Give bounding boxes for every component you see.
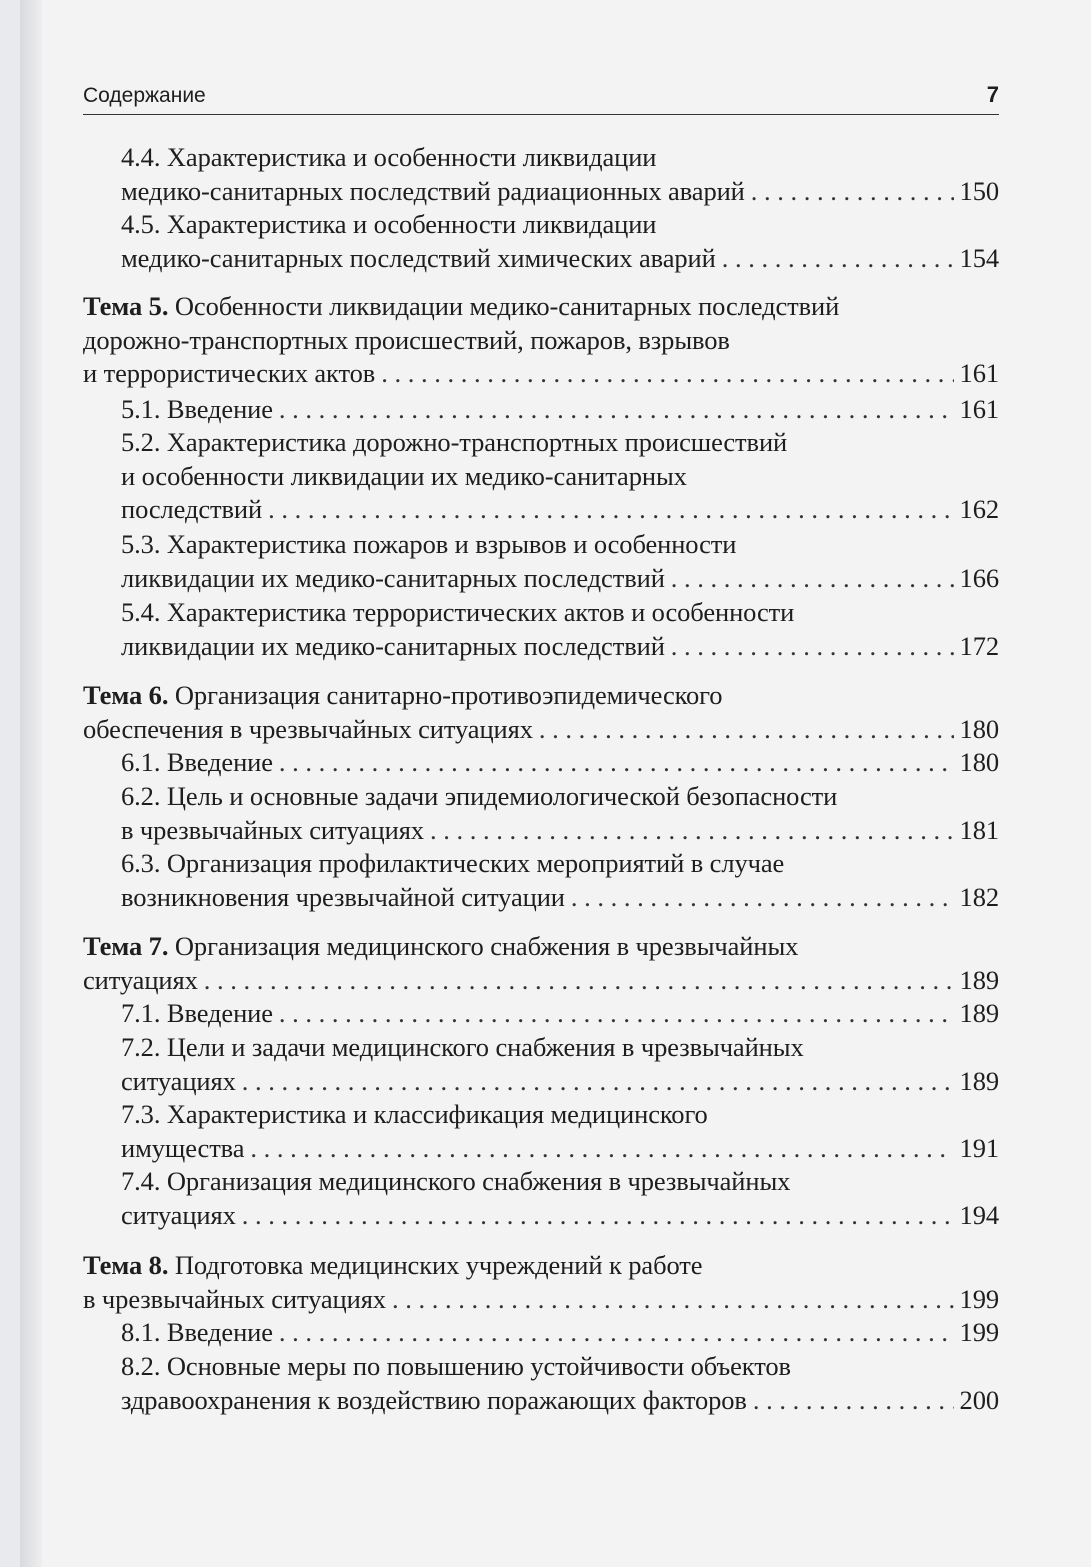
topic-title-line: Организация медицинского снабжения в чрезвычайных [168, 931, 799, 961]
page-gutter-shadow [20, 0, 42, 1567]
dot-leader [204, 964, 954, 998]
toc-page-number: 161 [959, 358, 999, 388]
toc-page-number: 194 [959, 1199, 999, 1230]
toc-entry-last-line: 5.1. Введение [121, 394, 273, 424]
dot-leader [279, 997, 954, 1031]
topic-label: Тема 5. [83, 291, 169, 321]
toc-entry-7-2[interactable] [121, 1031, 999, 1098]
toc-entry-last-line: имущества [121, 1132, 245, 1163]
toc-entry-line: 6.2. Цель и основные задачи эпидемиологической безопасности [121, 781, 838, 811]
toc-page-number: 180 [959, 747, 999, 777]
toc-entry-last-line: 6.1. Введение [121, 747, 273, 777]
dot-leader [279, 1316, 954, 1350]
toc-entry-4-5[interactable] [121, 208, 999, 275]
toc-page-number: 200 [959, 1384, 999, 1415]
header-title: Содержание [83, 84, 206, 107]
dot-leader [242, 1065, 954, 1099]
toc-entry-7-3[interactable] [121, 1098, 999, 1165]
dot-leader [430, 814, 954, 848]
toc-entry-line: 8.2. Основные меры по повышению устойчивости объектов [121, 1351, 791, 1381]
toc-entry-line: дорожно-транспортных происшествий, пожаров, взрывов [83, 324, 730, 355]
toc-entry-line: 5.3. Характеристика пожаров и взрывов и особенности [121, 529, 737, 559]
toc-topic-8[interactable] [83, 1249, 999, 1316]
toc-page-number: 191 [959, 1132, 999, 1163]
toc-entry-last-line: ситуациях [83, 964, 198, 995]
toc-entry-last-line: возникновения чрезвычайной ситуации [121, 881, 565, 912]
toc-entry-line: 7.4. Организация медицинского снабжения в чрезвычайных [121, 1166, 791, 1196]
toc-entry-last-line: ситуациях [121, 1065, 236, 1096]
toc-page-number: 150 [959, 175, 999, 206]
toc-page-number: 172 [959, 630, 999, 661]
dot-leader [571, 881, 954, 915]
toc-entry-5-1[interactable] [121, 393, 999, 427]
toc-page-number: 166 [959, 562, 999, 593]
toc-entry-last-line: здравоохранения к воздействию поражающих факторов [121, 1384, 747, 1415]
dot-leader [751, 175, 954, 209]
dot-leader [753, 1384, 954, 1418]
toc-entry-last-line: 8.1. Введение [121, 1317, 273, 1347]
toc-entry-5-4[interactable] [121, 596, 999, 663]
toc-entry-last-line: в чрезвычайных ситуациях [121, 814, 424, 845]
toc-entry-line: 4.5. Характеристика и особенности ликвидации [121, 209, 657, 239]
toc-entry-line: 5.2. Характеристика дорожно-транспортных происшествий [121, 427, 788, 457]
toc-page-number: 161 [959, 394, 999, 424]
topic-title-line: Организация санитарно-противоэпидемического [168, 680, 723, 710]
topic-label: Тема 7. [83, 931, 169, 961]
dot-leader [722, 242, 954, 276]
toc-page-number: 180 [959, 713, 999, 744]
dot-leader [250, 1132, 953, 1166]
topic-title-line: Особенности ликвидации медико-санитарных последствий [168, 291, 840, 321]
dot-leader [671, 562, 954, 596]
topic-label: Тема 8. [83, 1250, 169, 1280]
dot-leader [242, 1199, 954, 1233]
toc-entry-last-line: 7.1. Введение [121, 998, 273, 1028]
toc-topic-6[interactable] [83, 679, 999, 746]
dot-leader [671, 630, 954, 664]
toc-entry-5-3[interactable] [121, 528, 999, 595]
toc-entry-line: 6.3. Организация профилактических мероприятий в случае [121, 848, 785, 878]
topic-title-line: Подготовка медицинских учреждений к работе [168, 1250, 703, 1280]
toc-page-number: 189 [959, 1065, 999, 1096]
toc-page-number: 154 [959, 242, 999, 273]
toc-page-number: 181 [959, 814, 999, 845]
toc-entry-4-4[interactable] [121, 141, 999, 208]
toc-entry-last-line: ликвидации их медико-санитарных последствий [121, 630, 665, 661]
toc-page-number: 189 [959, 998, 999, 1028]
toc-topic-5[interactable] [83, 290, 999, 391]
toc-page-number: 189 [959, 964, 999, 995]
toc-page-number: 199 [959, 1283, 999, 1314]
dot-leader [279, 393, 954, 427]
toc-entry-last-line: и террористических актов [83, 358, 376, 388]
toc-entry-5-2[interactable] [121, 426, 999, 527]
toc-entry-last-line: обеспечения в чрезвычайных ситуациях [83, 713, 533, 744]
dot-leader [392, 1283, 954, 1317]
toc-entry-7-4[interactable] [121, 1165, 999, 1232]
toc-entry-last-line: медико-санитарных последствий химических аварий [121, 242, 716, 273]
toc-entry-6-3[interactable] [121, 847, 999, 914]
toc-entry-6-1[interactable] [121, 746, 999, 780]
dot-leader [279, 746, 954, 780]
toc-entry-8-1[interactable] [121, 1316, 999, 1350]
header-page-number: 7 [986, 82, 999, 107]
toc-entry-last-line: последствий [121, 494, 263, 524]
toc-page-number: 199 [959, 1317, 999, 1347]
toc-entry-6-2[interactable] [121, 780, 999, 847]
dot-leader [539, 713, 954, 747]
toc-entry-8-2[interactable] [121, 1350, 999, 1417]
toc-entry-line: 4.4. Характеристика и особенности ликвидации [121, 142, 657, 172]
toc-entry-line: 7.2. Цели и задачи медицинского снабжения в чрезвычайных [121, 1032, 804, 1062]
toc-entry-last-line: медико-санитарных последствий радиационных аварий [121, 175, 745, 206]
dot-leader [381, 357, 953, 391]
toc-entry-7-1[interactable] [121, 997, 999, 1031]
toc-entry-last-line: в чрезвычайных ситуациях [83, 1283, 386, 1314]
toc-entry-last-line: ситуациях [121, 1199, 236, 1230]
toc-entry-line: и особенности ликвидации их медико-санитарных [121, 460, 687, 491]
toc-entry-line: 5.4. Характеристика террористических актов и особенности [121, 597, 795, 627]
running-header [83, 84, 999, 115]
toc-page-number: 162 [959, 494, 999, 524]
topic-label: Тема 6. [83, 680, 169, 710]
dot-leader [268, 493, 953, 527]
toc-topic-7[interactable] [83, 930, 999, 997]
toc-entry-last-line: ликвидации их медико-санитарных последствий [121, 562, 665, 593]
toc-entry-line: 7.3. Характеристика и классификация медицинского [121, 1099, 708, 1129]
toc-page-number: 182 [959, 881, 999, 912]
